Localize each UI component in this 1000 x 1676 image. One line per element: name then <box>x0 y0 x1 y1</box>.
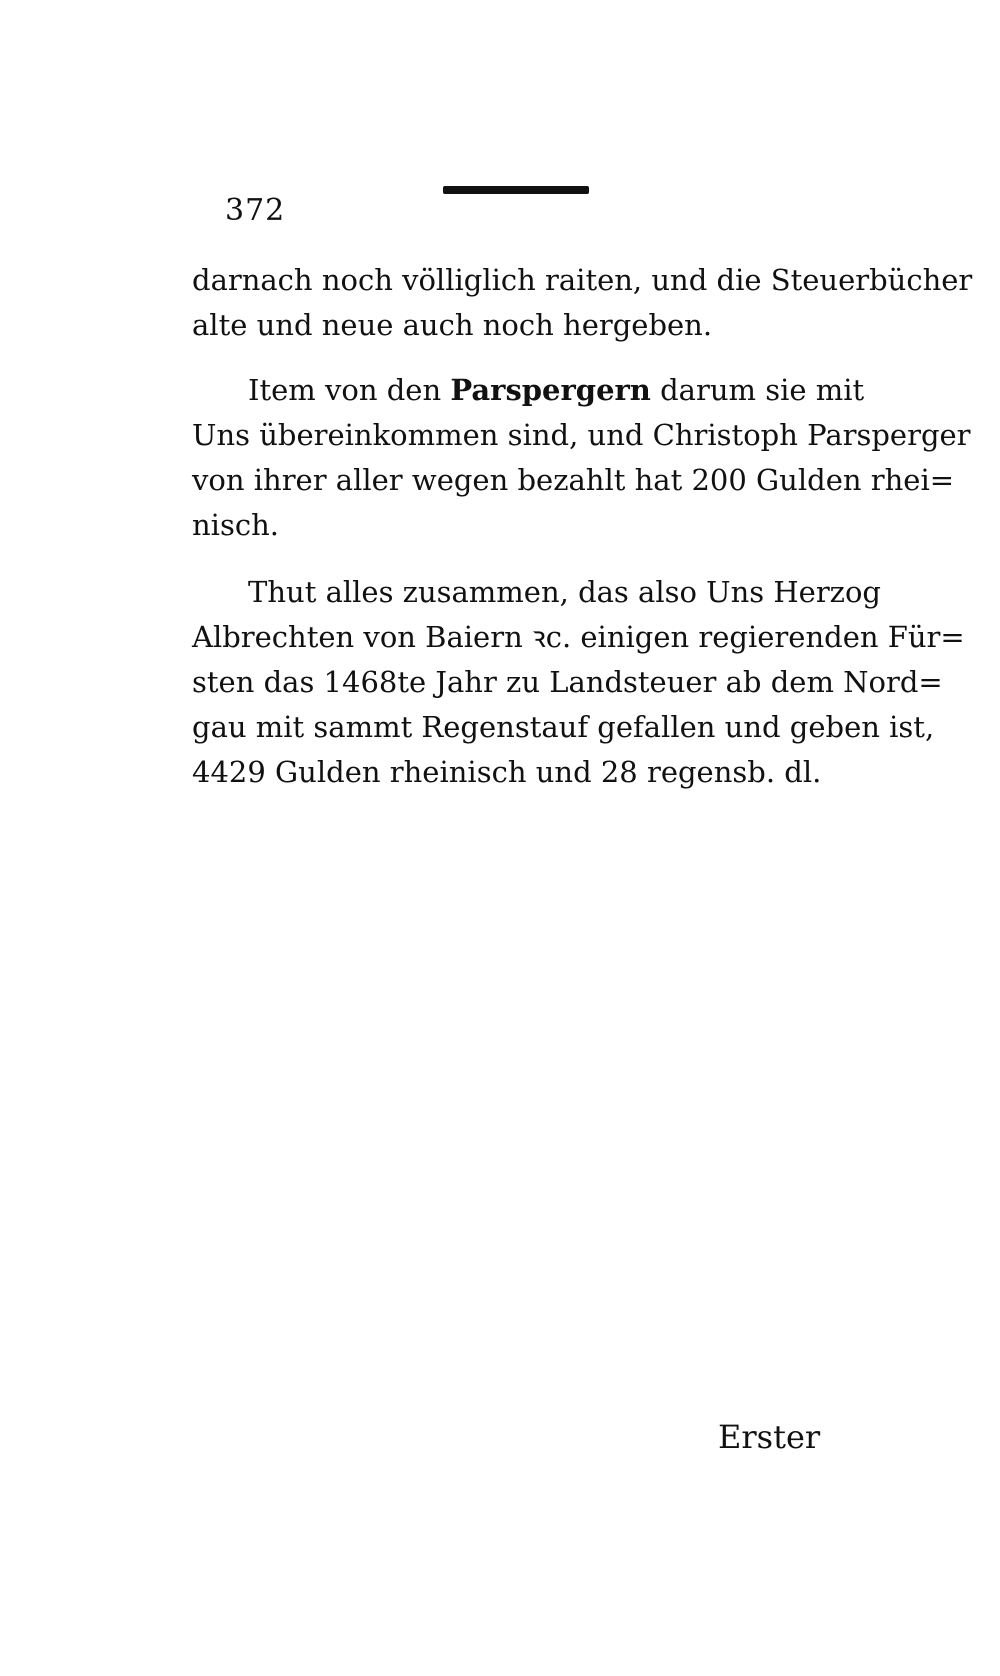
paragraph-total <box>192 570 965 795</box>
text-line: 4429 Gulden rheinisch und 28 regensb. dl. <box>192 755 822 789</box>
paragraph-parsperger <box>192 368 971 548</box>
text-line <box>192 368 865 413</box>
text-line: Albrechten von Baiern ꝛc. einigen regierenden Für= <box>192 620 965 654</box>
page-number: 372 <box>225 193 286 228</box>
text-line: Thut alles zusammen, das also Uns Herzog <box>248 575 881 609</box>
text-fragment: darum sie mit <box>650 373 865 407</box>
paragraph-continuation <box>192 258 973 348</box>
text-line: von ihrer aller wegen bezahlt hat 200 Gulden rhei= <box>192 463 955 497</box>
text-line: sten das 1468te Jahr zu Landsteuer ab dem Nord= <box>192 665 943 699</box>
text-line: alte und neue auch noch hergeben. <box>192 308 713 342</box>
text-fragment: Item von den <box>248 373 451 407</box>
catchword: Erster <box>718 1418 821 1456</box>
header-rule <box>443 186 589 194</box>
text-line: gau mit sammt Regenstauf gefallen und geben ist, <box>192 710 935 744</box>
text-line: Uns übereinkommen sind, und Christoph Parsperger <box>192 418 971 452</box>
text-line: darnach noch völliglich raiten, und die Steuerbücher <box>192 263 973 297</box>
emphasized-name: Parspergern <box>450 373 651 407</box>
text-line: nisch. <box>192 508 279 542</box>
